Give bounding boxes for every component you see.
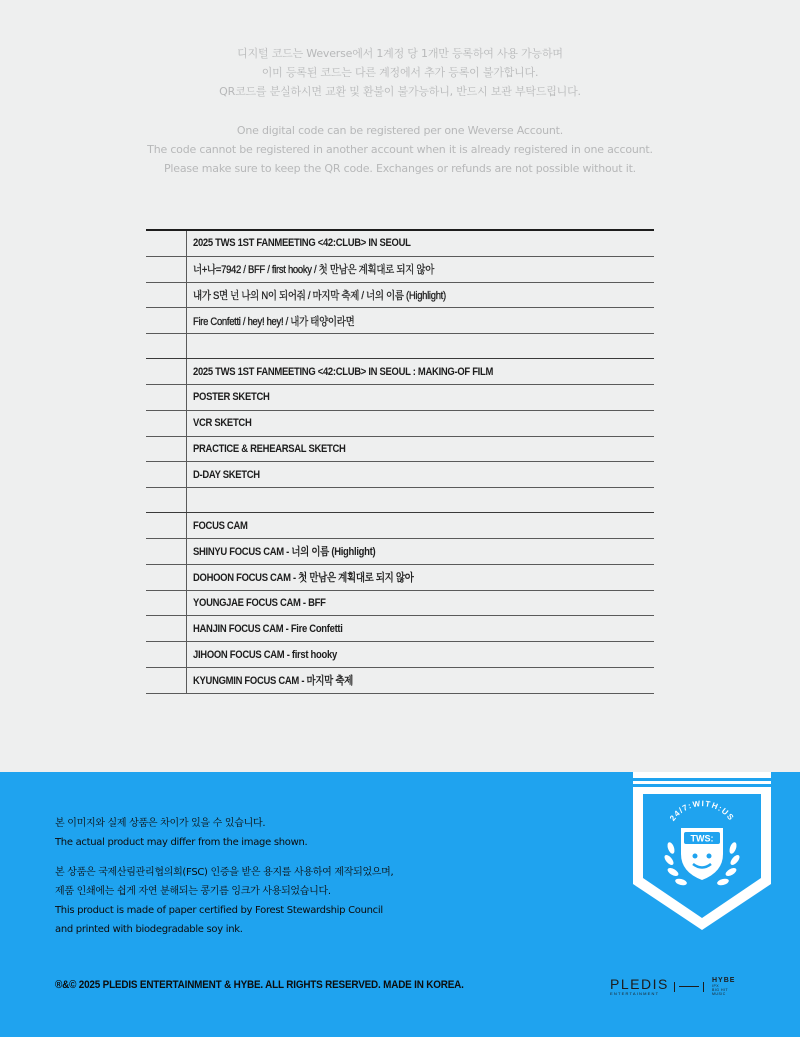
section-title: FOCUS CAM xyxy=(193,519,248,532)
track-row xyxy=(146,565,654,591)
track-row xyxy=(146,308,654,334)
blank-row xyxy=(146,488,654,513)
tracklist xyxy=(146,229,654,694)
track-row xyxy=(146,668,654,694)
hybe-sub-2: BIG HIT xyxy=(712,988,729,992)
pledis-logo-sub: ENTERTAINMENT xyxy=(610,991,660,996)
pledis-logo-text: PLEDIS xyxy=(610,976,669,992)
emblem-tws-text: TWS: xyxy=(690,833,714,844)
note-ko-2: 본 상품은 국제산림관리협의회(FSC) 인증을 받은 용지를 사용하여 제작되었으며, xyxy=(55,867,394,878)
track-label: D-DAY SKETCH xyxy=(193,468,260,481)
track-label: PRACTICE & REHEARSAL SKETCH xyxy=(193,442,346,455)
notice-ko-line-2: 이미 등록된 코드는 다른 계정에서 추가 등록이 불가합니다. xyxy=(261,66,539,79)
tracklist-section-fanmeeting xyxy=(146,229,654,359)
track-row xyxy=(146,283,654,309)
note-en-2: This product is made of paper certified by Forest Stewardship Council xyxy=(55,905,383,916)
hybe-logo xyxy=(712,977,735,996)
section-title: 2025 TWS 1ST FANMEETING <42:CLUB> IN SEOUL : MAKING-OF FILM xyxy=(193,365,494,378)
track-label: Fire Confetti / hey! hey! / 내가 태양이라면 xyxy=(193,315,355,328)
blank-row xyxy=(146,334,654,359)
track-row xyxy=(146,437,654,463)
section-title-row xyxy=(146,513,654,539)
note-ko-1: 본 이미지와 실제 상품은 차이가 있을 수 있습니다. xyxy=(55,818,266,829)
notice-en-line-2: The code cannot be registered in another account when it is already registered in one account. xyxy=(147,143,653,156)
notice-ko-line-3: QR코드를 분실하시면 교환 및 환불이 불가능하니, 반드시 보관 부탁드립니다. xyxy=(219,85,581,98)
track-label: VCR SKETCH xyxy=(193,417,252,430)
track-label: HANJIN FOCUS CAM - Fire Confetti xyxy=(193,622,343,635)
track-row xyxy=(146,642,654,668)
pledis-logo xyxy=(610,976,669,996)
product-notes xyxy=(55,814,393,939)
hybe-sub-1: IPX xyxy=(712,984,720,988)
track-row xyxy=(146,462,654,488)
track-label: YOUNGJAE FOCUS CAM - BFF xyxy=(193,596,326,609)
notice-ko-line-1: 디지털 코드는 Weverse에서 1계정 당 1개만 등록하여 사용 가능하며 xyxy=(237,47,563,60)
notice-en-line-1: One digital code can be registered per one Weverse Account. xyxy=(236,124,564,137)
tracklist-section-focus-cam xyxy=(146,513,654,694)
track-label: 너+나=7942 / BFF / first hooky / 첫 만남은 계획대로 되지 않아 xyxy=(193,264,435,277)
section-title: 2025 TWS 1ST FANMEETING <42:CLUB> IN SEOUL xyxy=(193,237,411,250)
note-en-1: The actual product may differ from the image shown. xyxy=(55,837,308,848)
track-label: DOHOON FOCUS CAM - 첫 만남은 계획대로 되지 않아 xyxy=(193,572,414,585)
track-label: 내가 S면 넌 나의 N이 되어줘 / 마지막 축제 / 너의 이름 (Highlight) xyxy=(193,289,446,302)
hybe-logo-text: HYBE xyxy=(712,977,736,984)
track-row xyxy=(146,257,654,283)
footer-panel xyxy=(0,772,800,1037)
tws-pennant-emblem xyxy=(631,772,773,932)
track-row xyxy=(146,385,654,411)
notice-en-line-3: Please make sure to keep the QR code. Exchanges or refunds are not possible without it. xyxy=(164,162,636,175)
section-title-row xyxy=(146,231,654,257)
section-title-row xyxy=(146,359,654,385)
track-row xyxy=(146,591,654,617)
track-label: SHINYU FOCUS CAM - 너의 이름 (Highlight) xyxy=(193,546,376,559)
emblem-arc-text: 24/7:WITH:US xyxy=(667,798,737,823)
registration-notice xyxy=(0,44,800,178)
track-row xyxy=(146,411,654,437)
track-label: KYUNGMIN FOCUS CAM - 마지막 축제 xyxy=(193,675,354,688)
hybe-sub-3: MUSIC xyxy=(712,992,726,996)
logo-divider-icon xyxy=(674,982,704,992)
tracklist-section-making-of-film xyxy=(146,359,654,513)
track-row xyxy=(146,539,654,565)
track-label: POSTER SKETCH xyxy=(193,391,270,404)
track-label: JIHOON FOCUS CAM - first hooky xyxy=(193,648,337,661)
copyright-text: ®&© 2025 PLEDIS ENTERTAINMENT & HYBE. ALL RIGHTS RESERVED. MADE IN KOREA. xyxy=(55,979,464,991)
note-en-3: and printed with biodegradable soy ink. xyxy=(55,924,243,935)
track-row xyxy=(146,616,654,642)
note-ko-3: 제품 인쇄에는 쉽게 자연 분해되는 콩기름 잉크가 사용되었습니다. xyxy=(55,886,331,897)
